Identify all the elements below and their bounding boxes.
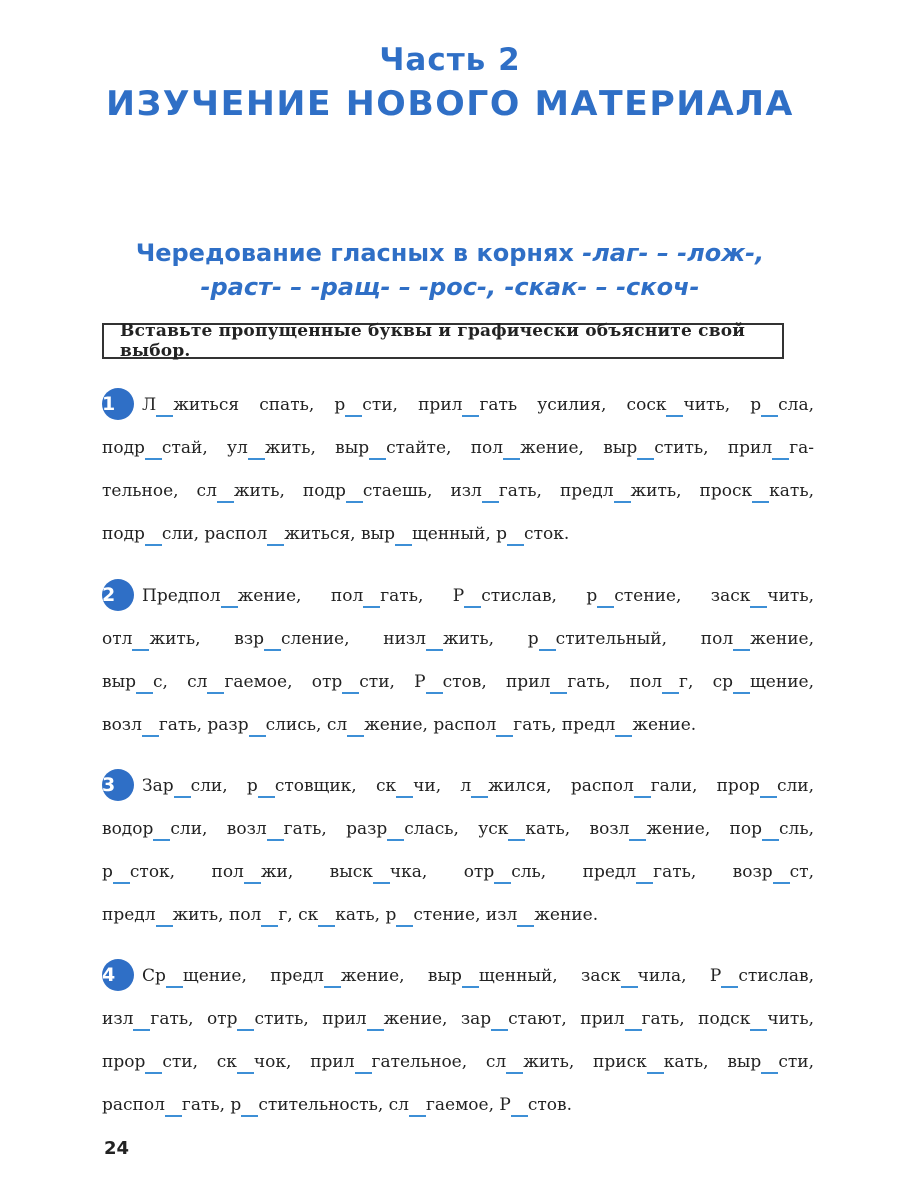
blank-gap bbox=[136, 672, 153, 694]
blank-gap bbox=[761, 1052, 778, 1074]
blank-gap bbox=[634, 776, 651, 798]
blank-gap bbox=[721, 966, 738, 988]
blank-gap bbox=[132, 629, 149, 651]
blank-gap bbox=[237, 1052, 254, 1074]
part-title: ИЗУЧЕНИЕ НОВОГО МАТЕРИАЛА bbox=[106, 84, 794, 124]
topic-title bbox=[0, 236, 900, 304]
blank-gap bbox=[462, 395, 479, 417]
blank-gap bbox=[752, 481, 769, 503]
blank-gap bbox=[267, 819, 284, 841]
blank-gap bbox=[363, 586, 380, 608]
blank-gap bbox=[629, 819, 646, 841]
blank-gap bbox=[324, 966, 341, 988]
instruction-box bbox=[102, 323, 784, 359]
topic-title-line-2: -раст- – -ращ- – -рос-, -скак- – -скоч- bbox=[200, 273, 700, 301]
exercise-text: распол гать, р стительность, сл гаемое, Р стов. bbox=[102, 1095, 572, 1115]
blank-gap bbox=[464, 586, 481, 608]
blank-gap bbox=[166, 966, 183, 988]
blank-gap bbox=[508, 819, 525, 841]
exercise-text: выр с, сл гаемое, отр сти, Р стов, прил гать, пол г, ср щение, bbox=[102, 672, 814, 692]
blank-gap bbox=[113, 862, 130, 884]
exercise-line bbox=[102, 808, 814, 851]
blank-gap bbox=[471, 776, 488, 798]
exercise-number-badge: 3 bbox=[102, 769, 134, 801]
exercise-text: предл жить, пол г, ск кать, р стение, изл жение. bbox=[102, 905, 599, 925]
exercise-text: подр сли, распол житься, выр щенный, р сток. bbox=[102, 524, 570, 544]
blank-gap bbox=[318, 905, 335, 927]
exercise-line bbox=[102, 851, 814, 894]
exercise-2 bbox=[102, 575, 814, 747]
exercise-line bbox=[102, 575, 814, 618]
blank-gap bbox=[133, 1009, 150, 1031]
blank-gap bbox=[539, 629, 556, 651]
blank-gap bbox=[409, 1095, 426, 1117]
blank-gap bbox=[503, 438, 520, 460]
blank-gap bbox=[248, 438, 265, 460]
blank-gap bbox=[145, 438, 162, 460]
exercise-text: прор сти, ск чок, прил гательное, сл жить, приск кать, выр сти, bbox=[102, 1052, 814, 1072]
exercise-text: изл гать, отр стить, прил жение, зар стают, прил гать, подск чить, bbox=[102, 1009, 814, 1029]
page-number: 24 bbox=[104, 1138, 130, 1159]
exercise-line bbox=[102, 894, 814, 937]
blank-gap bbox=[396, 776, 413, 798]
exercise-line bbox=[102, 1041, 814, 1084]
blank-gap bbox=[666, 395, 683, 417]
part-heading bbox=[0, 42, 900, 126]
blank-gap bbox=[387, 819, 404, 841]
exercise-4 bbox=[102, 955, 814, 1127]
blank-gap bbox=[621, 966, 638, 988]
blank-gap bbox=[772, 438, 789, 460]
exercise-text: Зар сли, р стовщик, ск чи, л жился, распол гали, прор сли, bbox=[142, 776, 814, 796]
blank-gap bbox=[249, 715, 266, 737]
blank-gap bbox=[773, 862, 790, 884]
exercise-line bbox=[102, 704, 814, 747]
blank-gap bbox=[237, 1009, 254, 1031]
blank-gap bbox=[153, 819, 170, 841]
blank-gap bbox=[496, 715, 513, 737]
exercise-line bbox=[102, 955, 814, 998]
blank-gap bbox=[733, 672, 750, 694]
exercise-text: отл жить, взр сление, низл жить, р стительный, пол жение, bbox=[102, 629, 814, 649]
blank-gap bbox=[355, 1052, 372, 1074]
blank-gap bbox=[761, 395, 778, 417]
exercise-3 bbox=[102, 765, 814, 937]
blank-gap bbox=[662, 672, 679, 694]
blank-gap bbox=[347, 715, 364, 737]
blank-gap bbox=[750, 586, 767, 608]
blank-gap bbox=[221, 586, 238, 608]
blank-gap bbox=[142, 715, 159, 737]
topic-title-line-1 bbox=[0, 236, 900, 270]
exercise-line bbox=[102, 765, 814, 808]
blank-gap bbox=[373, 862, 390, 884]
exercise-number-badge: 4 bbox=[102, 959, 134, 991]
blank-gap bbox=[145, 524, 162, 546]
exercise-text: водор сли, возл гать, разр слась, уск кать, возл жение, пор сль, bbox=[102, 819, 814, 839]
blank-gap bbox=[615, 715, 632, 737]
exercise-line bbox=[102, 998, 814, 1041]
blank-gap bbox=[426, 629, 443, 651]
blank-gap bbox=[156, 395, 173, 417]
exercise-text: подр стай, ул жить, выр стайте, пол жение, выр стить, прил га- bbox=[102, 438, 814, 458]
blank-gap bbox=[550, 672, 567, 694]
blank-gap bbox=[369, 438, 386, 460]
blank-gap bbox=[346, 481, 363, 503]
exercise-text: тельное, сл жить, подр стаешь, изл гать, предл жить, проск кать, bbox=[102, 481, 814, 501]
blank-gap bbox=[156, 905, 173, 927]
exercise-line bbox=[102, 513, 814, 556]
exercise-line bbox=[102, 427, 814, 470]
blank-gap bbox=[395, 524, 412, 546]
blank-gap bbox=[507, 524, 524, 546]
blank-gap bbox=[636, 862, 653, 884]
exercise-number-badge: 1 bbox=[102, 388, 134, 420]
blank-gap bbox=[258, 776, 275, 798]
blank-gap bbox=[345, 395, 362, 417]
exercise-text: р сток, пол жи, выск чка, отр сль, предл гать, возр ст, bbox=[102, 862, 814, 882]
blank-gap bbox=[637, 438, 654, 460]
blank-gap bbox=[367, 1009, 384, 1031]
blank-gap bbox=[207, 672, 224, 694]
blank-gap bbox=[597, 586, 614, 608]
exercise-text: Предпол жение, пол гать, Р стислав, р стение, заск чить, bbox=[142, 586, 814, 606]
exercise-line bbox=[102, 384, 814, 427]
topic-title-prefix: Чередование гласных в корнях bbox=[135, 239, 583, 267]
blank-gap bbox=[511, 1095, 528, 1117]
blank-gap bbox=[217, 481, 234, 503]
blank-gap bbox=[760, 776, 777, 798]
blank-gap bbox=[491, 1009, 508, 1031]
blank-gap bbox=[396, 905, 413, 927]
part-label: Часть 2 bbox=[379, 42, 521, 78]
blank-gap bbox=[267, 524, 284, 546]
blank-gap bbox=[647, 1052, 664, 1074]
blank-gap bbox=[750, 1009, 767, 1031]
blank-gap bbox=[482, 481, 499, 503]
blank-gap bbox=[145, 1052, 162, 1074]
exercise-text: возл гать, разр слись, сл жение, распол гать, предл жение. bbox=[102, 715, 697, 735]
blank-gap bbox=[625, 1009, 642, 1031]
blank-gap bbox=[462, 966, 479, 988]
blank-gap bbox=[762, 819, 779, 841]
blank-gap bbox=[614, 481, 631, 503]
topic-title-roots-1: -лаг- – -лож-, bbox=[582, 239, 765, 267]
exercise-line bbox=[102, 618, 814, 661]
exercise-text: Ср щение, предл жение, выр щенный, заск чила, Р стислав, bbox=[142, 966, 814, 986]
instruction-text: Вставьте пропущенные буквы и графически объясните свой выбор. bbox=[120, 321, 746, 361]
exercise-number-badge: 2 bbox=[102, 579, 134, 611]
blank-gap bbox=[244, 862, 261, 884]
blank-gap bbox=[264, 629, 281, 651]
blank-gap bbox=[241, 1095, 258, 1117]
blank-gap bbox=[426, 672, 443, 694]
blank-gap bbox=[342, 672, 359, 694]
exercise-line bbox=[102, 661, 814, 704]
exercise-line bbox=[102, 1084, 814, 1127]
blank-gap bbox=[261, 905, 278, 927]
exercise-text: Л житься спать, р сти, прил гать усилия, соск чить, р сла, bbox=[142, 395, 814, 415]
blank-gap bbox=[494, 862, 511, 884]
blank-gap bbox=[506, 1052, 523, 1074]
blank-gap bbox=[174, 776, 191, 798]
blank-gap bbox=[733, 629, 750, 651]
exercise-line bbox=[102, 470, 814, 513]
blank-gap bbox=[165, 1095, 182, 1117]
exercise-1 bbox=[102, 384, 814, 556]
blank-gap bbox=[517, 905, 534, 927]
